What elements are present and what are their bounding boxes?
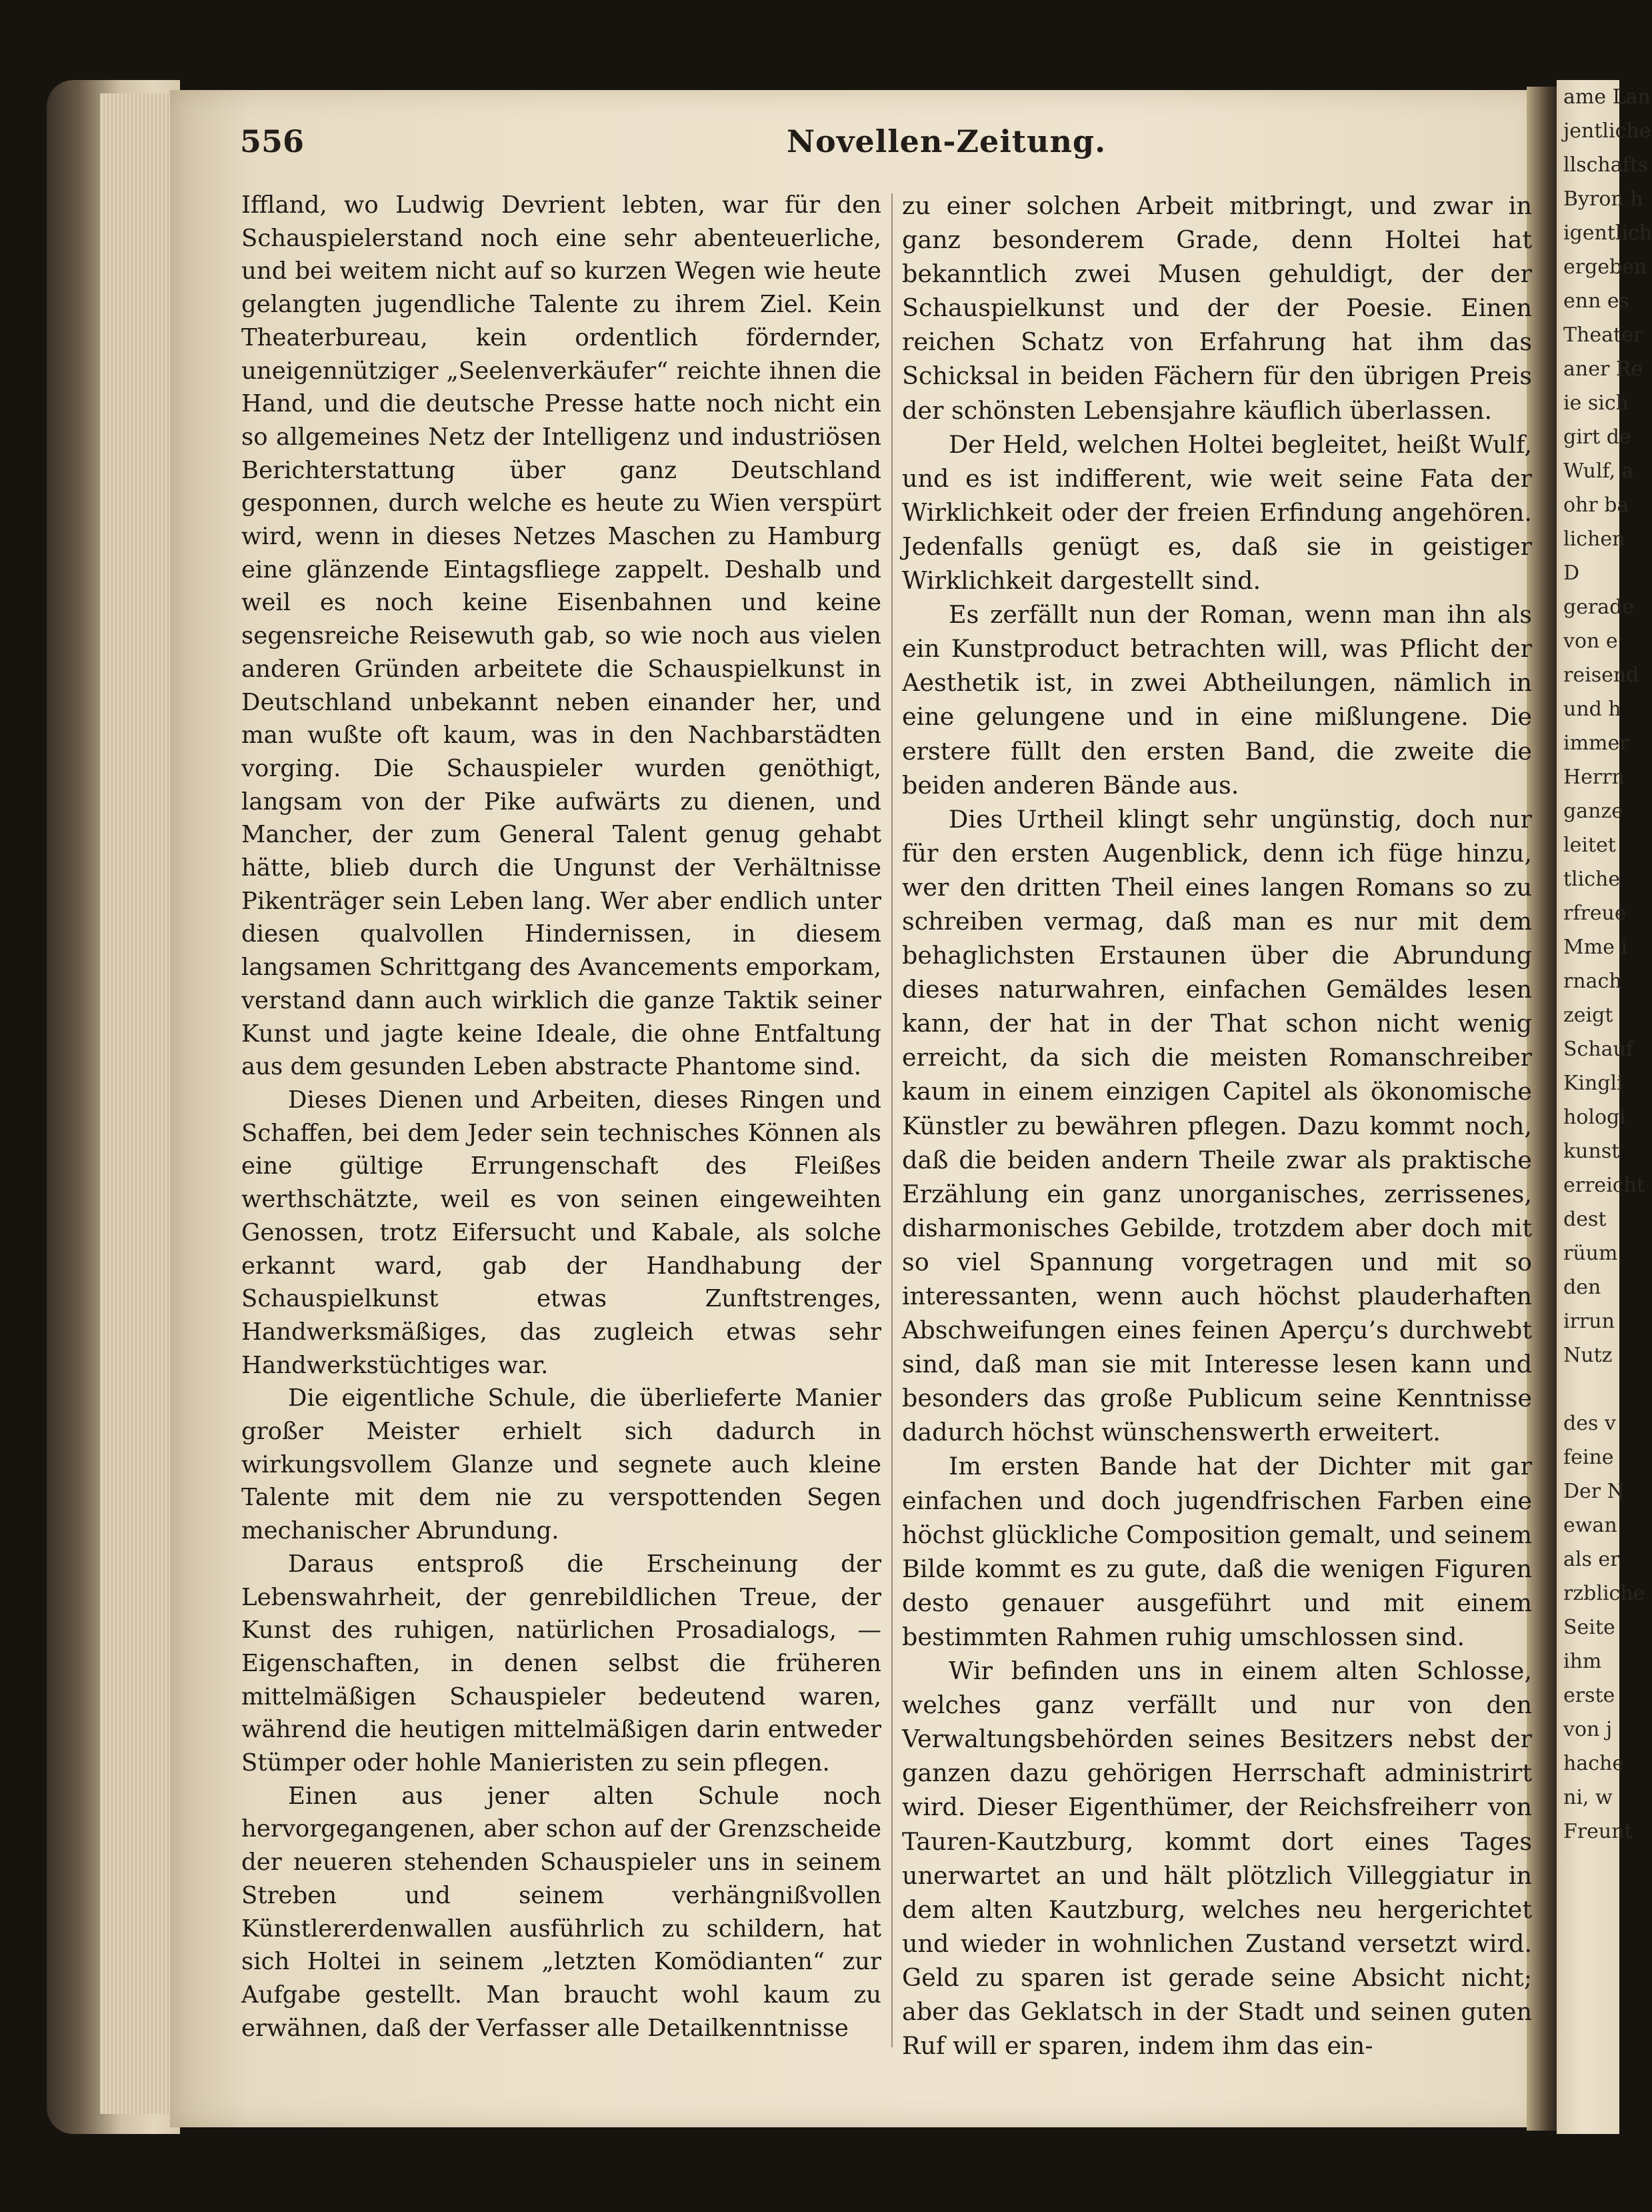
next-page-fragment: ihm [1563,1650,1602,1673]
next-page-fragment: Kingli [1563,1072,1623,1095]
page-stack [100,93,180,2114]
next-page-fragment: Herrn [1563,766,1625,789]
left-column [241,189,881,2045]
next-page-fragment: ewan [1563,1514,1617,1537]
running-head: Novellen-Zeitung. [787,123,1107,159]
next-page-fragment: reisend [1563,664,1639,687]
next-page-fragment: immer [1563,732,1629,755]
next-page-fragment: igentlich [1563,221,1652,245]
next-page-fragment: girt de [1563,425,1631,449]
paragraph: Im ersten Bande hat der Dichter mit gar einfachen und doch jugendfrischen Farben eine höchst glückliche Composition gemalt, und seinem Bilde kommt es zu gute, daß die wenigen Figuren desto genauer ausgeführt und mit einem bestimmten Rahmen ruhig umschlossen sind. [902,1452,1532,1651]
next-page-fragment: Der N [1563,1480,1625,1503]
next-page-fragment: ohr ba [1563,493,1629,517]
next-page-fragment: als er [1563,1548,1620,1571]
next-page-fragment: hache [1563,1752,1625,1775]
paragraph: Die eigentliche Schule, die überlieferte Manier großer Meister erhielt sich dadurch in wirkungsvollem Glanze und segnete auch kleine Talente mit dem nie zu verspottenden Segen mechanischer Abrundung. [241,1384,881,1545]
paragraph: Iffland, wo Ludwig Devrient lebten, war für den Schauspielerstand noch eine sehr abenteuerliche, und bei weitem nicht auf so kurzen Wegen wie heute gelangten jugendliche Talente zu ihrem Ziel. Kein Theaterbureau, kein ordentlich fördernder, uneigennütziger „Seelenverkäufer“ reichte ihnen die Hand, und die deutsche Presse hatte noch nicht ein so allgemeines Netz der Intelligenz und industriösen Berichterstattung über ganz Deutschland gesponnen, durch welche es heute zu Wien verspürt wird, wenn in dieses Netzes Maschen zu Hamburg eine glänzende Eintagsfliege zappelt. Deshalb und weil es noch keine Eisenbahnen und keine segensreiche Reisewuth gab, so wie noch aus vielen anderen Gründen arbeitete die Schauspielkunst in Deutschland unbekannt neben einander her, und man wußte oft kaum, was in den Nachbarstädten vorging. Die Schauspieler wurden genöthigt, langsam von der Pike aufwärts zu dienen, und Mancher, der zum General Talent genug gehabt hätte, blieb durch die Ungunst der Verhältnisse Pikenträger sein Leben lang. Wer aber endlich unter diesen qualvollen Hindernissen, in diesem langsamen Schrittgang des Avancements emporkam, verstand dann auch wirklich die ganze Taktik seiner Kunst und jagte keine Ideale, die ohne Entfaltung aus dem gesunden Leben abstracte Phantome sind. [241,191,881,1081]
next-page-fragment: enn es [1563,289,1630,313]
next-page-fragment [1557,1372,1619,1406]
next-page-fragment: von e [1563,630,1618,653]
next-page-fragment: llschafts [1563,153,1649,177]
next-page-fragment: lichen [1563,527,1625,551]
paragraph: Dieses Dienen und Arbeiten, dieses Ringen und Schaffen, bei dem Jeder sein technisches Können als eine gültige Errungenschaft des Fleißes werthschätzte, weil es von seinen eingeweihten Genossen, trotz Eifersucht und Kabale, als solche erkannt ward, gab der Handhabung der Schauspielkunst etwas Zunftstrenges, Handwerksmäßiges, das zugleich etwas sehr Handwerkstüchtiges war. [241,1086,881,1379]
next-page-fragment: tliche [1563,868,1621,891]
next-page-fragment: rnach [1563,970,1622,993]
next-page-fragment: ame Lan [1563,85,1651,109]
next-page-fragment: und h [1563,698,1621,721]
next-page-fragment: den [1563,1276,1601,1299]
next-page-fragment: erste [1563,1684,1615,1707]
paragraph: Wir befinden uns in einem alten Schlosse, welches ganz verfällt und nur von den Verwaltungsbehörden seines Besitzers nebst der ganzen dazu gehörigen Herrschaft administrirt wird. Dieser Eigenthümer, der Reichsfreiherr von Tauren-Kautzburg, kommt dort eines Tages unerwartet an und hält plötzlich Villeggiatur in dem alten Kautzburg, welches neu hergerichtet und wieder in wohnlichen Zustand versetzt wird. Geld zu sparen ist gerade seine Absicht nicht; aber das Geklatsch in der Stadt und seinen guten Ruf will er sparen, indem ihm das ein- [902,1656,1532,2061]
next-page-fragment: hologi [1563,1106,1626,1129]
next-page-fragment: D [1563,562,1580,585]
next-page-fragment: jentliche [1563,119,1651,143]
next-page-fragment: Seite [1563,1616,1615,1639]
next-page-fragment: leitet [1563,834,1616,857]
next-page-fragment: ni, w [1563,1786,1613,1809]
next-page-edge [1557,80,1652,2134]
right-column [902,189,1532,2063]
next-page-fragment: aner Re [1563,357,1643,381]
next-page-fragment: irrun [1563,1310,1615,1333]
next-page-fragment: rüum [1563,1242,1618,1265]
paragraph: Der Held, welchen Holtei begleitet, heißt Wulf, und es ist indifferent, wie weit seine Fata der Wirklichkeit oder der freien Erfindung angehören. Jedenfalls genügt es, daß sie in geistiger Wirklichkeit dargestellt sind. [902,429,1532,596]
paragraph: Dies Urtheil klingt sehr ungünstig, doch nur für den ersten Augenblick, denn ich füge hinzu, wer den dritten Theil eines langen Romans so zu schreiben vermag, daß man es nur mit dem behaglichsten Erstaunen über die Abrundung dieses naturwahren, einfachen Gemäldes lesen kann, der hat in der That schon nicht wenig erreicht, da sich die meisten Romanschreiber kaum in einem einzigen Capitel als ökonomische Künstler zu bewähren pflegen. Dazu kommt noch, daß die beiden andern Theile zwar als praktische Erzählung ein ganz unorganisches, zerrissenes, disharmonisches Gebilde, trotzdem aber doch mit so viel Spannung vorgetragen und mit so interessanten, wenn auch höchst plauderhaften Abschweifungen eines feinen Aperçu’s durchwebt sind, daß man sie mit Interesse lesen kann und besonders das große Publicum seine Kenntnisse dadurch höchst wünschenswerth erweitert. [902,804,1532,1447]
paragraph: Einen aus jener alten Schule noch hervorgegangenen, aber schon auf der Grenzscheide der neueren stehenden Schauspieler uns in seinem Streben und seinem verhängnißvollen Künstlererdenwallen ausführlich zu schildern, hat sich Holtei in seinem „letzten Komödianten“ zur Aufgabe gestellt. Man braucht wohl kaum zu erwähnen, daß der Verfasser alle Detailkenntnisse [241,1782,881,2042]
next-page-fragment: Byron h [1563,187,1643,211]
next-page-fragment: Theater [1563,323,1643,347]
next-page-fragment: rfreue [1563,902,1627,925]
next-page-fragment: Mme i [1563,936,1628,959]
next-page-fragment: ganze [1563,800,1623,823]
page-number: 556 [240,123,305,159]
next-page-fragment: Schauf [1563,1038,1633,1061]
page-header [240,123,1523,170]
paragraph: Daraus entsproß die Erscheinung der Lebenswahrheit, der genrebildlichen Treue, der Kunst des ruhigen, natürlichen Prosadialogs, — Eigenschaften, in denen selbst die früheren mittelmäßigen Schauspieler bedeutend waren, während die heutigen mittelmäßigen darin entweder Stümper oder hohle Manieristen zu sein pflegen. [241,1550,881,1777]
next-page-fragment: Wulf, a [1563,459,1634,483]
next-page-fragment: rzbliche [1563,1582,1645,1605]
next-page-fragment: Freunt [1563,1820,1633,1843]
next-page-fragment: erreicht [1563,1174,1645,1197]
paragraph: Es zerfällt nun der Roman, wenn man ihn als ein Kunstproduct betrachten will, was Pflicht der Aesthetik ist, in zwei Abtheilungen, nämlich in eine gelungene und in eine mißlungene. Die erstere füllt den ersten Band, die zweite die beiden anderen Bände aus. [902,600,1532,800]
next-page-fragment: Nutz [1563,1344,1613,1367]
next-page-fragment: ergeben [1563,255,1647,279]
next-page-fragment: feine [1563,1446,1614,1469]
next-page-fragment: ie sich [1563,391,1629,415]
column-rule [891,193,893,2047]
next-page-fragment: zeigt [1563,1004,1613,1027]
next-page-fragment: von j [1563,1718,1613,1741]
next-page-fragment: kunst [1563,1140,1620,1163]
next-page-fragment: dest [1563,1208,1607,1231]
next-page-fragment: gerade [1563,596,1635,619]
next-page-fragment: des v [1563,1412,1616,1435]
paragraph: zu einer solchen Arbeit mitbringt, und zwar in ganz besonderem Grade, denn Holtei hat bekanntlich zwei Musen gehuldigt, der der Schauspielkunst und der der Poesie. Einen reichen Schatz von Erfahrung hat ihm das Schicksal in beiden Fächern für den übrigen Preis der schönsten Lebensjahre käuflich überlassen. [902,191,1532,425]
